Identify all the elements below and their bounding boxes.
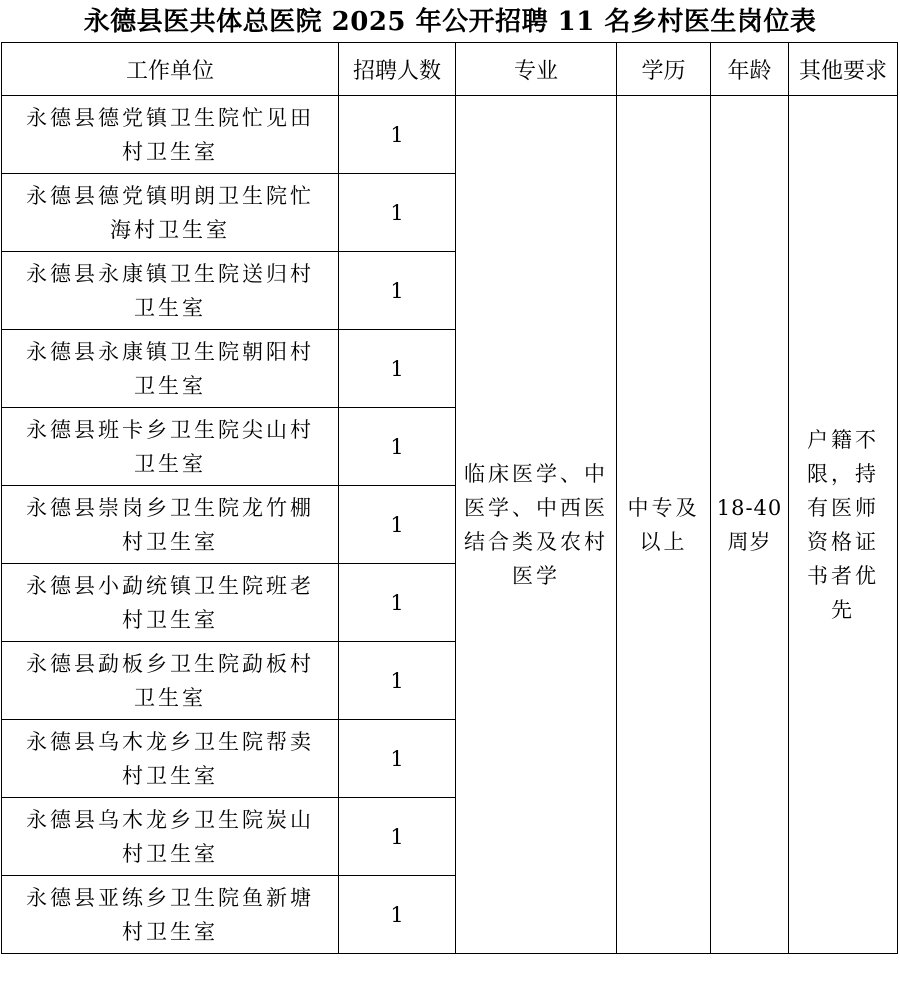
cell-unit: 永德县永康镇卫生院朝阳村卫生室 (2, 330, 339, 408)
header-unit: 工作单位 (2, 43, 339, 96)
cell-unit: 永德县勐板乡卫生院勐板村卫生室 (2, 642, 339, 720)
cell-age: 18-40周岁 (711, 96, 789, 954)
cell-count: 1 (339, 486, 456, 564)
header-other: 其他要求 (789, 43, 898, 96)
cell-major: 临床医学、中医学、中西医结合类及农村医学 (456, 96, 617, 954)
cell-count: 1 (339, 174, 456, 252)
cell-unit: 永德县德党镇卫生院忙见田村卫生室 (2, 96, 339, 174)
header-education: 学历 (617, 43, 711, 96)
table-header-row (2, 43, 898, 96)
cell-count: 1 (339, 564, 456, 642)
cell-unit: 永德县亚练乡卫生院鱼新塘村卫生室 (2, 876, 339, 954)
cell-count: 1 (339, 330, 456, 408)
cell-unit: 永德县德党镇明朗卫生院忙海村卫生室 (2, 174, 339, 252)
cell-count: 1 (339, 642, 456, 720)
positions-table (1, 42, 898, 954)
cell-count: 1 (339, 876, 456, 954)
cell-count: 1 (339, 408, 456, 486)
cell-unit: 永德县乌木龙乡卫生院炭山村卫生室 (2, 798, 339, 876)
header-age: 年龄 (711, 43, 789, 96)
cell-count: 1 (339, 720, 456, 798)
cell-unit: 永德县永康镇卫生院送归村卫生室 (2, 252, 339, 330)
cell-other: 户籍不限，持有医师资格证书者优先 (789, 96, 898, 954)
cell-unit: 永德县班卡乡卫生院尖山村卫生室 (2, 408, 339, 486)
header-count: 招聘人数 (339, 43, 456, 96)
page-title: 永德县医共体总医院 2025 年公开招聘 11 名乡村医生岗位表 (83, 7, 817, 37)
table-row (2, 96, 898, 174)
cell-unit: 永德县崇岗乡卫生院龙竹棚村卫生室 (2, 486, 339, 564)
cell-unit: 永德县小勐统镇卫生院班老村卫生室 (2, 564, 339, 642)
cell-unit: 永德县乌木龙乡卫生院帮卖村卫生室 (2, 720, 339, 798)
cell-count: 1 (339, 798, 456, 876)
cell-count: 1 (339, 96, 456, 174)
cell-education: 中专及以上 (617, 96, 711, 954)
cell-count: 1 (339, 252, 456, 330)
header-major: 专业 (456, 43, 617, 96)
